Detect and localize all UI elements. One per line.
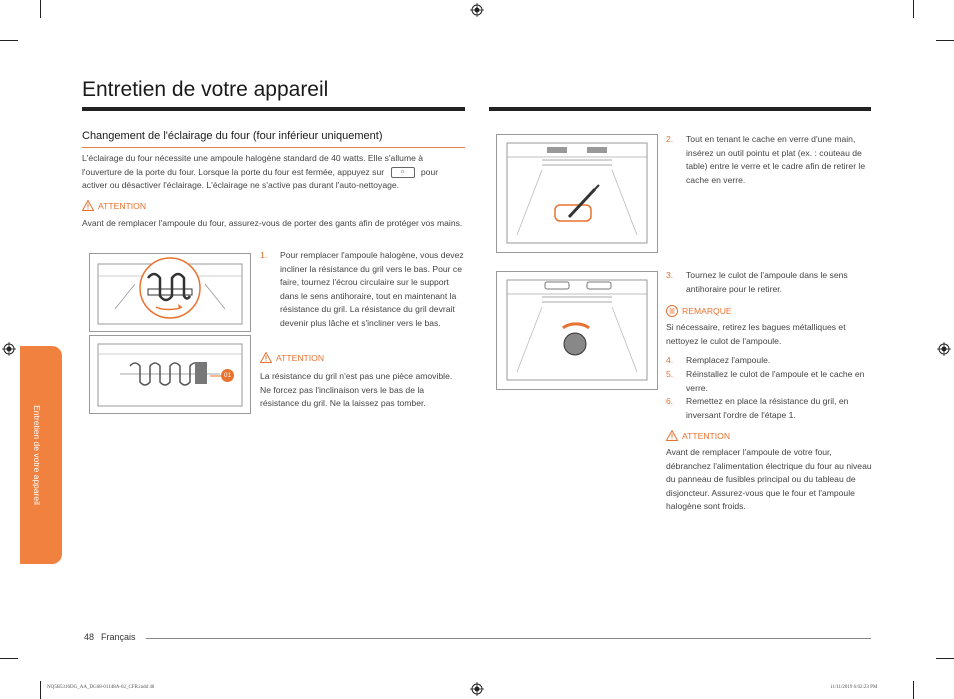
step-4: [666, 354, 871, 368]
attention-label: ATTENTION: [682, 430, 731, 441]
attention-text: Avant de remplacer l'ampoule du four, assurez-vous de porter des gants afin de protéger vos mains.: [82, 218, 463, 228]
warning-icon: [666, 430, 678, 441]
step-1-text: Pour remplacer l'ampoule halogène, vous devez incliner la résistance du gril vers le bas. Pour ce faire, tournez l'écrou circulaire sur le support dans le sens antihoraire, tout en maintenant la résistance du gril. La résistance du gril devrait devenir plus lâche et s'incliner vers le bas.: [280, 250, 464, 328]
step-3: [666, 269, 871, 296]
title-rule-right: [489, 107, 871, 111]
print-file-info: NQ5B5316DG_AA_DG68-01148A-02_CFR.indd 48: [47, 685, 155, 690]
step-3-number: 3.: [666, 270, 674, 280]
footer-language: Français: [101, 632, 136, 642]
step-6-text: Remettez en place la résistance du gril, en inversant l'ordre de l'étape 1.: [686, 396, 849, 420]
intro-text-end: pour activer ou désactiver l'éclairage. L'éclairage ne s'active pas durant l'auto-nettoyage.: [82, 166, 439, 190]
step-4-text: Remplacez l'ampoule.: [686, 355, 771, 365]
step-3-text: Tournez le culot de l'ampoule dans le sens antihoraire pour le retirer.: [686, 270, 848, 294]
section-heading: Changement de l'éclairage du four (four inférieur uniquement): [82, 130, 383, 142]
side-tab-label: Entretien de votre appareil: [32, 405, 42, 505]
attention-heading: [260, 352, 324, 363]
registration-mark-icon: [470, 682, 484, 696]
crop-mark: [40, 0, 41, 18]
crop-mark: [0, 40, 18, 41]
title-rule-left: [82, 107, 465, 111]
oven-grill-illustration: [90, 254, 250, 331]
attention-label: ATTENTION: [276, 352, 325, 363]
intro-text-start: L'éclairage du four nécessite une ampoule halogène standard de 40 watts. Elle s'allume à l'ouverture de la porte du four. Lorsque la porte du four est fermée, appuyez sur: [82, 153, 424, 177]
step-4-number: 4.: [666, 355, 674, 365]
crop-mark: [936, 40, 954, 41]
figure-glass-cover-removal: [496, 134, 658, 253]
warning-icon: [260, 352, 272, 363]
step-5-text: Réinstallez le culot de l'ampoule et le cache en verre.: [686, 369, 865, 393]
glass-cover-illustration: [497, 135, 657, 252]
crop-mark: [0, 658, 18, 659]
footer-rule: [146, 638, 871, 639]
remarque-text: Si nécessaire, retirez les bagues métalliques et nettoyez le culot de l'ampoule.: [666, 322, 846, 346]
registration-mark-icon: [2, 342, 16, 356]
note-icon: [666, 305, 678, 317]
crop-mark: [913, 681, 914, 699]
intro-paragraph: [82, 152, 465, 193]
step-2-text: Tout en tenant le cache en verre d'une main, insérez un outil pointu et plat (ex. : couteau de table) entre le verre et le cadre afin de retirer le cache en verre.: [686, 134, 866, 185]
print-date-info: 11/11/2019 6:02:23 PM: [830, 685, 878, 690]
bulb-removal-illustration: [497, 272, 657, 389]
figure-grill-element-top: [89, 253, 251, 332]
remarque-label: REMARQUE: [682, 306, 732, 316]
remarque-heading: [666, 305, 732, 317]
attention-heading: [666, 430, 730, 441]
attention-label: ATTENTION: [98, 200, 147, 211]
footer-page-number: 48: [84, 632, 95, 642]
step-1-number: 1.: [260, 250, 268, 260]
attention-text: Avant de remplacer l'ampoule de votre four, débranchez l'alimentation électrique du four au niveau du panneau de fusibles principal ou du tableau de disjoncteur. Assurez-vous que le four et l'ampoule halogène sont froids.: [666, 447, 872, 511]
attention-text: La résistance du gril n'est pas une pièce amovible. Ne forcez pas l'inclinaison vers le bas de la résistance du gril. Ne la laissez pas tomber.: [260, 371, 453, 408]
registration-mark-icon: [937, 342, 951, 356]
step-2: [666, 133, 871, 187]
attention-heading: [82, 200, 146, 211]
step-6: [666, 395, 871, 422]
crop-mark: [40, 681, 41, 699]
crop-mark: [913, 0, 914, 18]
step-6-number: 6.: [666, 396, 674, 406]
light-button-icon: ☼: [391, 167, 415, 178]
step-5: [666, 368, 871, 395]
figure-bulb-removal: [496, 271, 658, 390]
step-2-number: 2.: [666, 134, 674, 144]
registration-mark-icon: [470, 3, 484, 17]
section-heading-rule: [82, 147, 465, 148]
page-title: Entretien de votre appareil: [82, 78, 329, 101]
step-5-number: 5.: [666, 369, 674, 379]
figure-callout: 01: [221, 369, 234, 382]
warning-icon: [82, 200, 94, 211]
crop-mark: [936, 658, 954, 659]
step-1: [260, 249, 465, 330]
